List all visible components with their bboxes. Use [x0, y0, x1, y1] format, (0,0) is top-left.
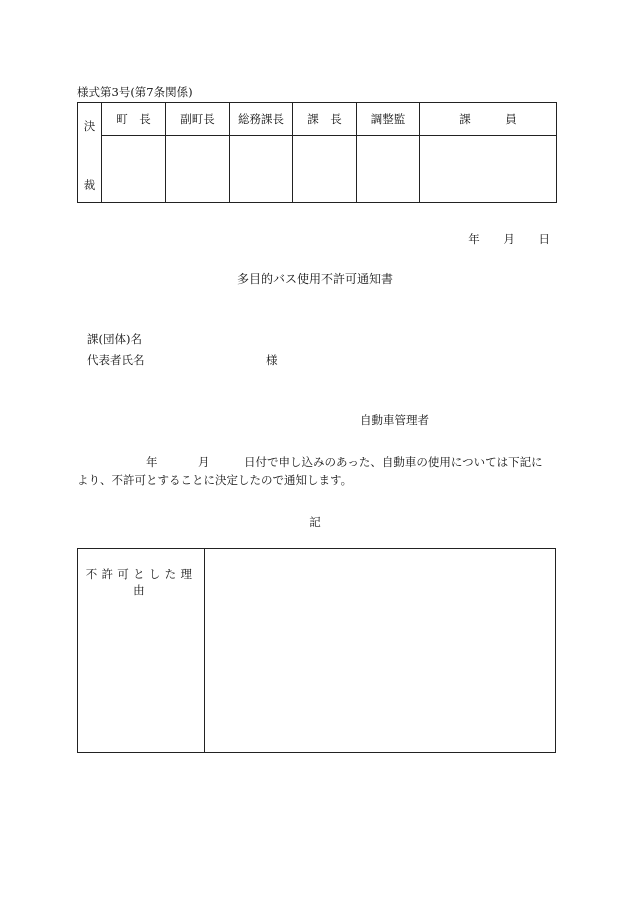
approval-side-top: 決	[83, 119, 96, 133]
approval-stamp-cell[interactable]	[166, 136, 230, 203]
reason-input-cell[interactable]	[205, 549, 556, 753]
reason-table	[77, 548, 556, 753]
form-number-label: 様式第3号(第7条関係)	[77, 85, 193, 99]
body-month: 月	[198, 455, 210, 469]
sender-label: 自動車管理者	[360, 413, 429, 427]
body-line-1-rest: 日付で申し込みのあった、自動車の使用については下記に	[244, 455, 543, 469]
approval-stamp-cell[interactable]	[420, 136, 557, 203]
body-year: 年	[146, 455, 158, 469]
approval-stamp-cell[interactable]	[230, 136, 293, 203]
body-line-1	[146, 454, 543, 470]
approval-col-header: 課 長	[293, 103, 357, 136]
dept-name-label: 課(団体)名	[87, 332, 142, 346]
reason-label: 不許可とした理由	[78, 549, 205, 753]
representative-name-label: 代表者氏名	[87, 353, 145, 367]
date-line: 年 月 日	[468, 232, 550, 246]
approval-stamp-cell[interactable]	[293, 136, 357, 203]
approval-stamp-cell[interactable]	[102, 136, 166, 203]
approval-col-header: 課 員	[420, 103, 557, 136]
body-line-2: より、不許可とすることに決定したので通知します。	[77, 473, 353, 487]
approval-side-label	[78, 103, 102, 203]
document-title: 多目的バス使用不許可通知書	[236, 272, 393, 286]
approval-col-header: 調整監	[357, 103, 420, 136]
approval-col-header: 町 長	[102, 103, 166, 136]
approval-col-header: 総務課長	[230, 103, 293, 136]
approval-stamp-cell[interactable]	[357, 136, 420, 203]
approval-side-bottom: 裁	[83, 178, 96, 192]
ki-heading: 記	[309, 515, 321, 529]
approval-col-header: 副町長	[166, 103, 230, 136]
approval-table	[77, 102, 557, 203]
honorific-label: 様	[266, 353, 278, 367]
